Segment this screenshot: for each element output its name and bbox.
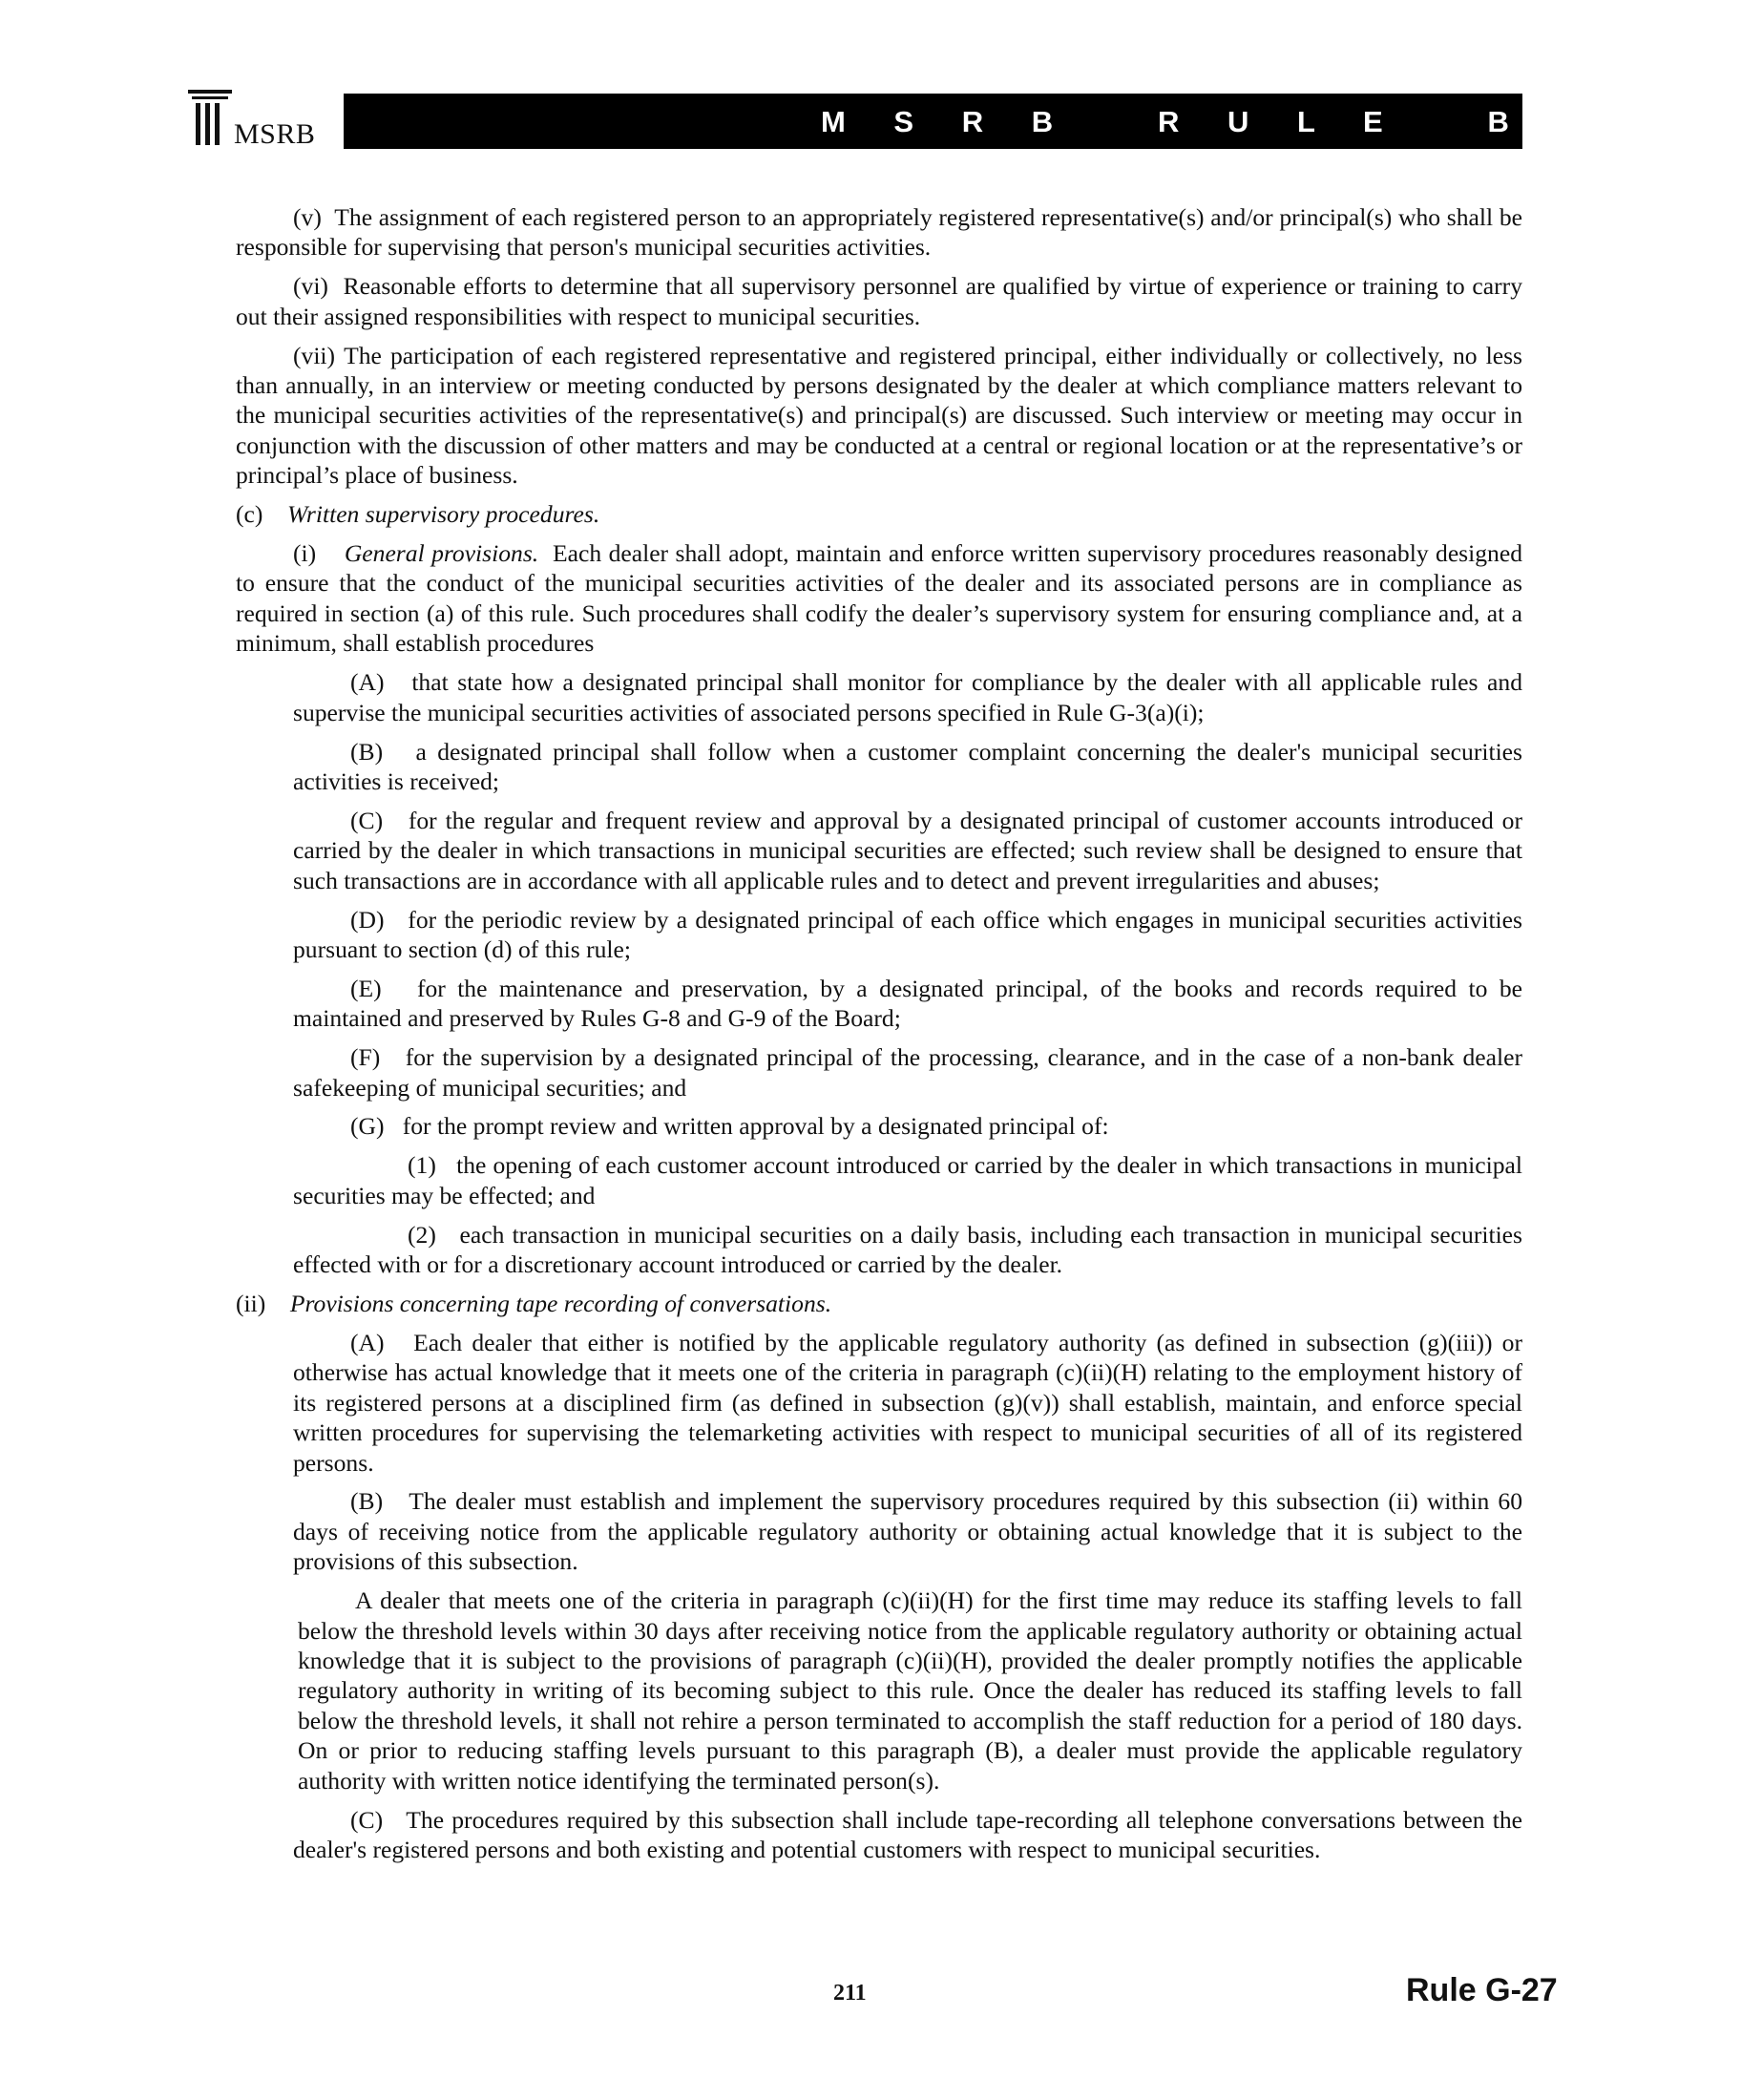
paragraph-E	[236, 974, 1522, 1034]
paragraph-F	[236, 1042, 1522, 1102]
column-logo-icon	[188, 90, 232, 147]
paragraph-text: Each dealer shall adopt, maintain and enforce written supervisory procedures reasonably designed to ensure that the conduct of the municipal securities activities of the dealer and its associated persons are in compliance as required in section (a) of this rule. Such procedures shall codify the dealer’s supervisory system for ensuring compliance and, at a minimum, shall establish procedures	[236, 539, 1523, 658]
paragraph-label: (2)	[408, 1220, 436, 1249]
paragraph-label: (D)	[350, 905, 385, 934]
paragraph-label: (E)	[350, 974, 382, 1002]
paragraph-text: for the regular and frequent review and approval by a designated principal of customer accounts introduced or carried by the dealer in which transactions in municipal securities are effected; such review shall be designed to ensure that such transactions are in accordance with all applicable rules and to detect and prevent irregularities and abuses;	[293, 806, 1522, 894]
msrb-logo	[186, 88, 339, 151]
paragraph-label: (1)	[408, 1151, 436, 1180]
paragraph-vii	[236, 341, 1522, 491]
paragraph-text: The procedures required by this subsection shall include tape-recording all telephone conversations between the dealer's registered persons and both existing and potential customers with respect to municipal securities.	[293, 1805, 1522, 1863]
section-heading: Written supervisory procedures.	[287, 500, 600, 529]
paragraph-ii-A	[236, 1328, 1522, 1478]
paragraph-label: (B)	[350, 737, 384, 766]
paragraph-label: (v)	[293, 203, 322, 231]
paragraph-A	[236, 667, 1522, 727]
page-header	[186, 88, 1741, 151]
paragraph-C	[236, 806, 1522, 895]
paragraph-text: each transaction in municipal securities on a daily basis, including each transaction in municipal securities effected with or for a discretionary account introduced or carried by the dealer.	[293, 1220, 1522, 1279]
subsection-ii-heading	[236, 1289, 1522, 1318]
paragraph-text: A dealer that meets one of the criteria in paragraph (c)(ii)(H) for the first time may reduce its staffing levels to fall below the threshold levels within 30 days after receiving notice from the applicable regulatory authority or obtaining actual knowledge that it is subject to the provisions of paragraph (c)(ii)(H), provided the dealer promptly notifies the applicable regulatory authority in writing of its becoming subject to this rule. Once the dealer has reduced its staffing levels to fall below the threshold levels, it shall not rehire a person terminated to accomplish the staff reduction for a period of 180 days. On or prior to reducing staffing levels pursuant to this paragraph (B), a dealer must provide the applicable regulatory authority with written notice identifying the terminated person(s).	[298, 1586, 1522, 1795]
page-number: 211	[833, 1981, 867, 2006]
paragraph-text: The dealer must establish and implement the supervisory procedures required by this subsection (ii) within 60 days of receiving notice from the applicable regulatory authority or obtaining actual knowledge that it is subject to the provisions of this subsection.	[293, 1487, 1523, 1576]
paragraph-text: The assignment of each registered person to an appropriately registered representative(s) and/or principal(s) who shall be responsible for supervising that person's municipal securities activities.	[236, 203, 1523, 262]
paragraph-text: The participation of each registered representative and registered principal, either individually or collectively, no less than annually, in an interview or meeting conducted by persons designated by the dealer at which compliance matters relevant to the municipal securities activities of the representative(s) and principal(s) are discussed. Such interview or meeting may occur in conjunction with the discussion of other matters and may be conducted at a central or regional location or at the representative’s or principal’s place of business.	[236, 341, 1522, 490]
rule-book-title: M S R B R U L E B O O K	[821, 105, 1741, 138]
rule-label: Rule G-27	[1406, 1972, 1558, 2008]
paragraph-text: the opening of each customer account introduced or carried by the dealer in which transactions in municipal securities may be effected; and	[293, 1151, 1522, 1209]
document-body	[236, 202, 1522, 1874]
subsection-heading: General provisions.	[344, 539, 539, 568]
paragraph-D	[236, 905, 1522, 965]
paragraph-2	[236, 1220, 1522, 1280]
paragraph-label: (F)	[350, 1043, 381, 1072]
subsection-heading: Provisions concerning tape recording of conversations.	[289, 1290, 832, 1317]
paragraph-label: (vii)	[293, 341, 336, 369]
paragraph-vi	[236, 271, 1522, 331]
paragraph-text: for the maintenance and preservation, by a designated principal, of the books and records required to be maintained and preserved by Rules G-8 and G-9 of the Board;	[293, 974, 1522, 1033]
paragraph-label: (vi)	[293, 272, 328, 301]
paragraph-v	[236, 202, 1522, 262]
paragraph-label: (ii)	[236, 1290, 266, 1317]
paragraph-text: for the periodic review by a designated principal of each office which engages in municipal securities activities pursuant to section (d) of this rule;	[293, 905, 1522, 963]
paragraph-label: (B)	[350, 1487, 384, 1516]
paragraph-text: that state how a designated principal shall monitor for compliance by the dealer with all applicable rules and supervise the municipal securities activities of associated persons specified in Rule G-3(a)(i);	[293, 668, 1522, 726]
paragraph-ii-B-continued	[236, 1586, 1522, 1796]
paragraph-label: (c)	[236, 500, 263, 529]
paragraph-1	[236, 1150, 1522, 1210]
paragraph-G	[236, 1111, 1522, 1141]
paragraph-label: (A)	[350, 668, 385, 697]
logo-text: MSRB	[234, 118, 316, 150]
paragraph-text: Each dealer that either is notified by the applicable regulatory authority (as defined in subsection (g)(iii)) or otherwise has actual knowledge that it meets one of the criteria in paragraph (c)(ii)(H) relating to the employment history of its registered persons at a disciplined firm (as defined in subsection (g)(v)) shall establish, maintain, and enforce special written procedures for supervising the telemarketing activities with respect to municipal securities of all of its registered persons.	[293, 1328, 1523, 1477]
section-c-heading	[236, 499, 1522, 529]
rule-book-title-bar	[344, 94, 1741, 149]
paragraph-text: for the supervision by a designated principal of the processing, clearance, and in the case of a non-bank dealer safekeeping of municipal securities; and	[293, 1043, 1522, 1102]
paragraph-text: a designated principal shall follow when a customer complaint concerning the dealer's municipal securities activities is received;	[293, 737, 1523, 795]
paragraph-B	[236, 737, 1522, 797]
paragraph-label: (C)	[350, 806, 384, 834]
paragraph-text: for the prompt review and written approval by a designated principal of:	[402, 1112, 1109, 1141]
paragraph-ii-C	[236, 1805, 1522, 1865]
paragraph-i-general	[236, 538, 1522, 659]
paragraph-label: (i)	[293, 539, 317, 568]
paragraph-text: Reasonable efforts to determine that all supervisory personnel are qualified by virtue of experience or training to carry out their assigned responsibilities with respect to municipal securities.	[236, 272, 1522, 330]
paragraph-label: (A)	[350, 1328, 385, 1356]
paragraph-label: (G)	[350, 1112, 385, 1141]
paragraph-label: (C)	[350, 1805, 384, 1834]
paragraph-ii-B	[236, 1486, 1522, 1576]
